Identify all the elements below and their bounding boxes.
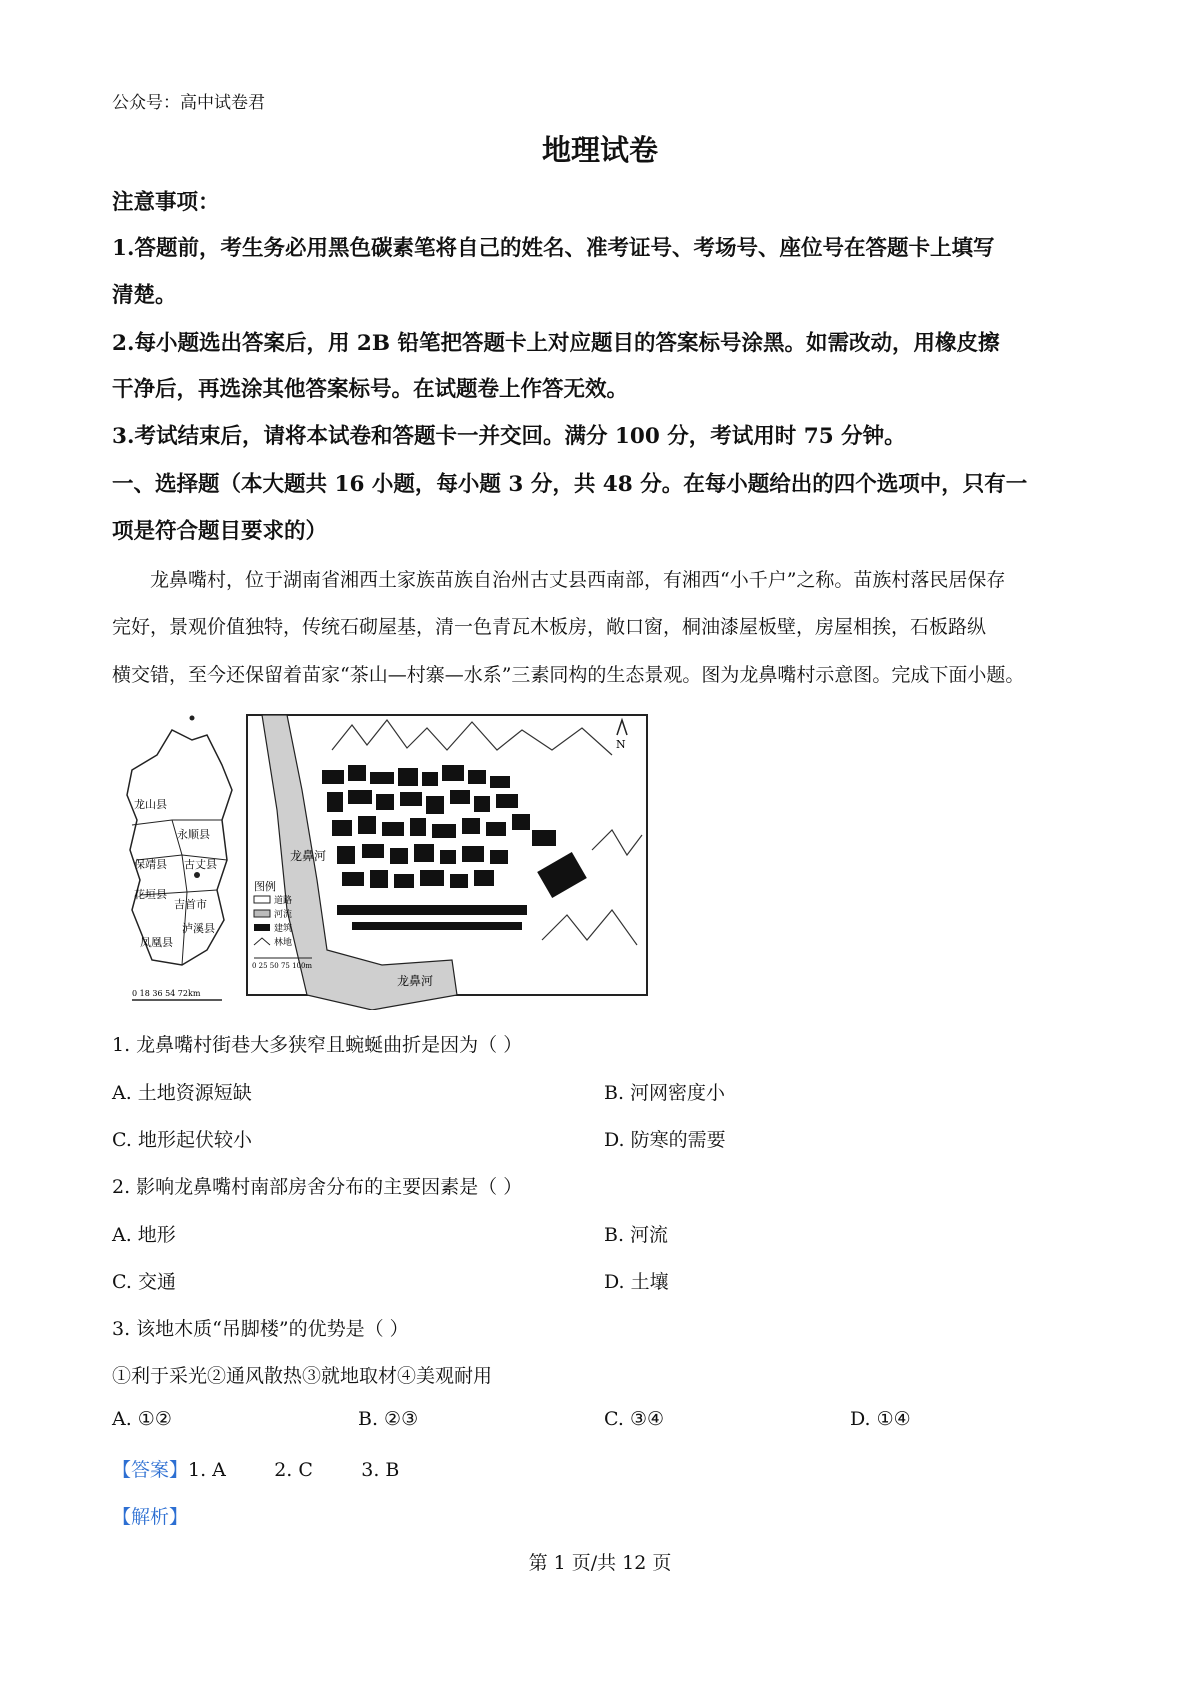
analysis-tag: 【解析】 [112,1506,189,1528]
q3-option-d: D. ①④ [850,1408,911,1430]
notice-item-2-cont: 干净后，再选涂其他答案标号。在试题卷上作答无效。 [112,377,629,402]
passage-line-3: 横交错，至今还保留着苗家“茶山—村寨—水系”三素同构的生态景观。图为龙鼻嘴村示意图。完成下面小题。 [112,664,1025,686]
q1-option-c: C. 地形起伏较小 [112,1129,252,1151]
answer-tag: 【答案】 [112,1459,189,1481]
notice-item-1-cont: 清楚。 [112,283,177,308]
notice-item-1: 1.答题前，考生务必用黑色碳素笔将自己的姓名、准考证号、考场号、座位号在答题卡上填写 [112,236,995,261]
county-label-guzhang: 古丈县 [184,858,217,871]
river-label-vertical: 龙鼻河 [290,849,327,863]
village-map-figure [112,710,652,1010]
question-2-stem: 2. 影响龙鼻嘴村南部房舍分布的主要因素是（ ） [112,1176,523,1198]
q3-option-c: C. ③④ [604,1408,665,1430]
q2-option-d: D. 土壤 [604,1271,669,1293]
county-map [127,716,232,1001]
notice-item-3: 3.考试结束后，请将本试卷和答题卡一并交回。满分 100 分，考试用时 75 分钟。 [112,424,906,449]
q2-option-b: B. 河流 [604,1224,669,1246]
header-wechat: 公众号：高中试卷君 [112,93,265,113]
q3-option-b: B. ②③ [358,1408,419,1430]
county-label-fenghuang: 凤凰县 [140,936,173,949]
question-3-statements: ①利于采光②通风散热③就地取材④美观耐用 [112,1365,493,1387]
legend-title: 图例 [254,880,276,893]
county-label-longshan: 龙山县 [134,798,167,811]
passage-line-1: 龙鼻嘴村，位于湖南省湘西土家族苗族自治州古丈县西南部，有湘西“小千户”之称。苗族村落民居保存 [150,569,1006,591]
north-arrow-label: N [616,738,626,751]
question-3-stem: 3. 该地木质“吊脚楼”的优势是（ ） [112,1318,409,1340]
page-footer: 第 1 页/共 12 页 [528,1552,672,1574]
county-label-jishou: 吉首市 [174,898,207,911]
answer-line [112,1455,399,1482]
q1-option-b: B. 河网密度小 [604,1082,726,1104]
section-heading: 一、选择题（本大题共 16 小题，每小题 3 分，共 48 分。在每小题给出的四个选项中，只有一 [112,472,1028,497]
village-sketch [247,715,647,1010]
county-label-luxi: 泸溪县 [182,922,215,935]
q2-option-a: A. 地形 [112,1224,176,1246]
q1-option-d: D. 防寒的需要 [604,1129,726,1151]
q1-option-a: A. 土地资源短缺 [112,1082,252,1104]
county-label-huayuan: 花垣县 [134,888,167,901]
answer-text: 1. A 2. C 3. B [188,1459,400,1481]
passage-line-2: 完好，景观价值独特，传统石砌屋基，清一色青瓦木板房，敞口窗，桐油漆屋板壁，房屋相挨，石板路纵 [112,616,987,638]
county-label-yongshun: 永顺县 [177,828,210,841]
legend-building: 建筑 [274,924,293,934]
q3-option-a: A. ①② [112,1408,172,1430]
river-label-bottom: 龙鼻河 [397,974,434,988]
legend-river: 河流 [274,910,293,920]
notice-heading: 注意事项： [112,190,220,215]
notice-item-2: 2.每小题选出答案后，用 2B 铅笔把答题卡上对应题目的答案标号涂黑。如需改动，用橡皮擦 [112,331,1000,356]
scale-right: 0 25 50 75 100m [252,962,313,970]
page-title: 地理试卷 [541,133,658,167]
county-label-baojing: 保靖县 [134,858,167,871]
legend-forest: 林地 [274,938,293,948]
question-1-stem: 1. 龙鼻嘴村街巷大多狭窄且蜿蜒曲折是因为（ ） [112,1034,523,1056]
scale-left: 0 18 36 54 72km [132,989,201,998]
q2-option-c: C. 交通 [112,1271,176,1293]
section-heading-cont: 项是符合题目要求的） [112,519,328,544]
legend-road: 道路 [274,896,293,906]
